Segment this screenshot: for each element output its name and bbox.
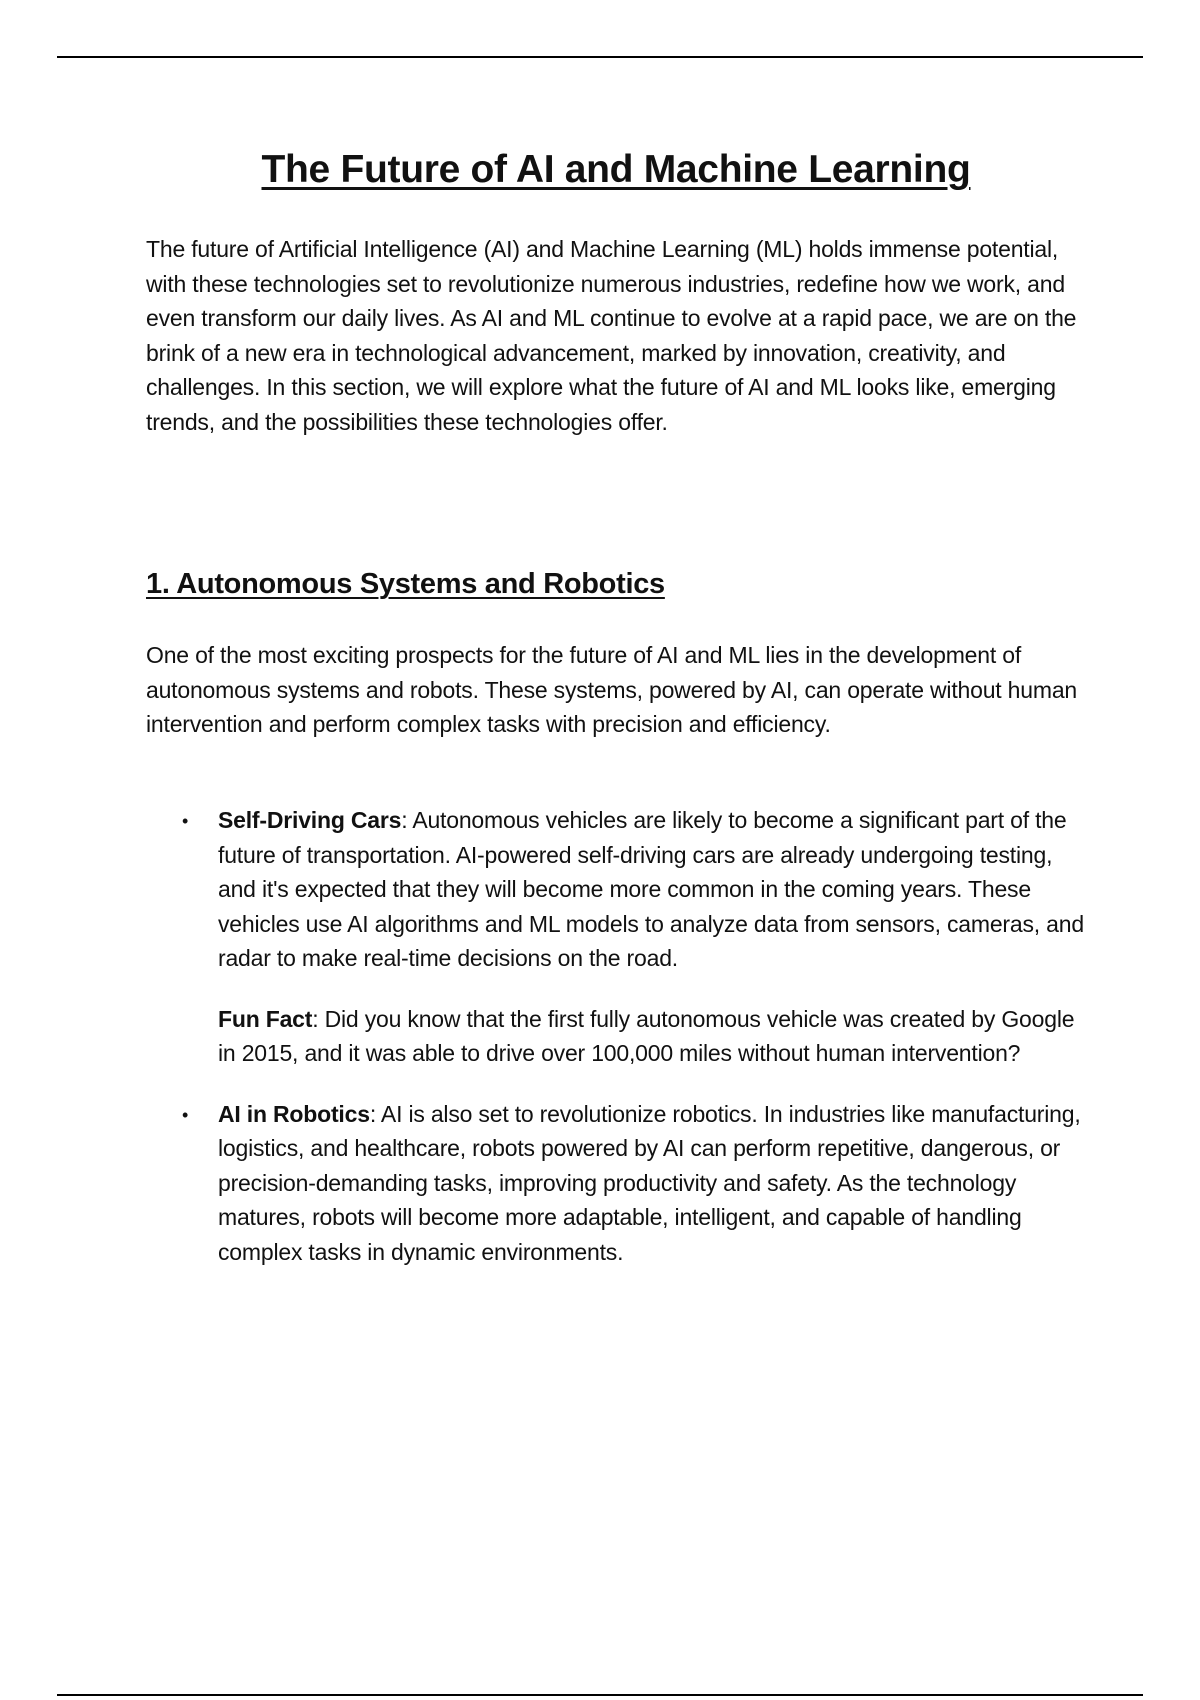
bullet-list: [146, 803, 1086, 1295]
bullet-description: : Autonomous vehicles are likely to become a significant part of the future of transportation. AI-powered self-driving cars are already undergoing testing, and it's expected that they will become more common in the coming years. These vehicles use AI algorithms and ML models to analyze data from sensors, cameras, and radar to make real-time decisions on the road.: [218, 807, 1084, 971]
bullet-term: Self-Driving Cars: [218, 807, 402, 833]
bullet-text: [218, 1097, 1086, 1270]
document-title: The Future of AI and Machine Learning: [261, 148, 971, 191]
bullet-icon: •: [182, 811, 189, 831]
note-term: Fun Fact: [218, 1005, 313, 1032]
bullet-text: [218, 803, 1086, 976]
bullet-icon: •: [182, 1104, 189, 1125]
bullet-description: : AI is also set to revolutionize robotics. In industries like manufacturing, logistics, and healthcare, robots powered by AI can perform repetitive, dangerous, or precision-demanding tasks, improving productivity and safety. As the technology matures, robots will become more adaptable, intelligent, and capable of handling complex tasks in dynamic environments.: [218, 1100, 1081, 1265]
note-description: : Did you know that the first fully autonomous vehicle was created by Google in 2015, and it was able to drive over 100,000 miles without human intervention?: [218, 1005, 1075, 1066]
intro-paragraph: The future of Artificial Intelligence (AI) and Machine Learning (ML) holds immense potential, with these technologies set to revolutionize numerous industries, redefine how we work, and even transform our daily lives. As AI and ML continue to evolve at a rapid pace, we are on the brink of a new era in technological advancement, marked by innovation, creativity, and challenges. In this section, we will explore what the future of AI and ML looks like, emerging trends, and the possibilities these technologies offer.: [146, 236, 1077, 435]
section-heading: 1. Autonomous Systems and Robotics: [146, 568, 665, 600]
list-item-ai-in-robotics: [146, 1097, 1086, 1270]
list-item-self-driving-cars: [146, 803, 1086, 1071]
top-rule: [57, 56, 1143, 58]
section-paragraph: One of the most exciting prospects for the future of AI and ML lies in the development of autonomous systems and robots. These systems, powered by AI, can operate without human intervention and perform complex tasks with precision and efficiency.: [146, 642, 1077, 737]
bottom-rule: [57, 1694, 1143, 1696]
fun-fact-note: [218, 1002, 1086, 1071]
bullet-term: AI in Robotics: [218, 1100, 370, 1127]
